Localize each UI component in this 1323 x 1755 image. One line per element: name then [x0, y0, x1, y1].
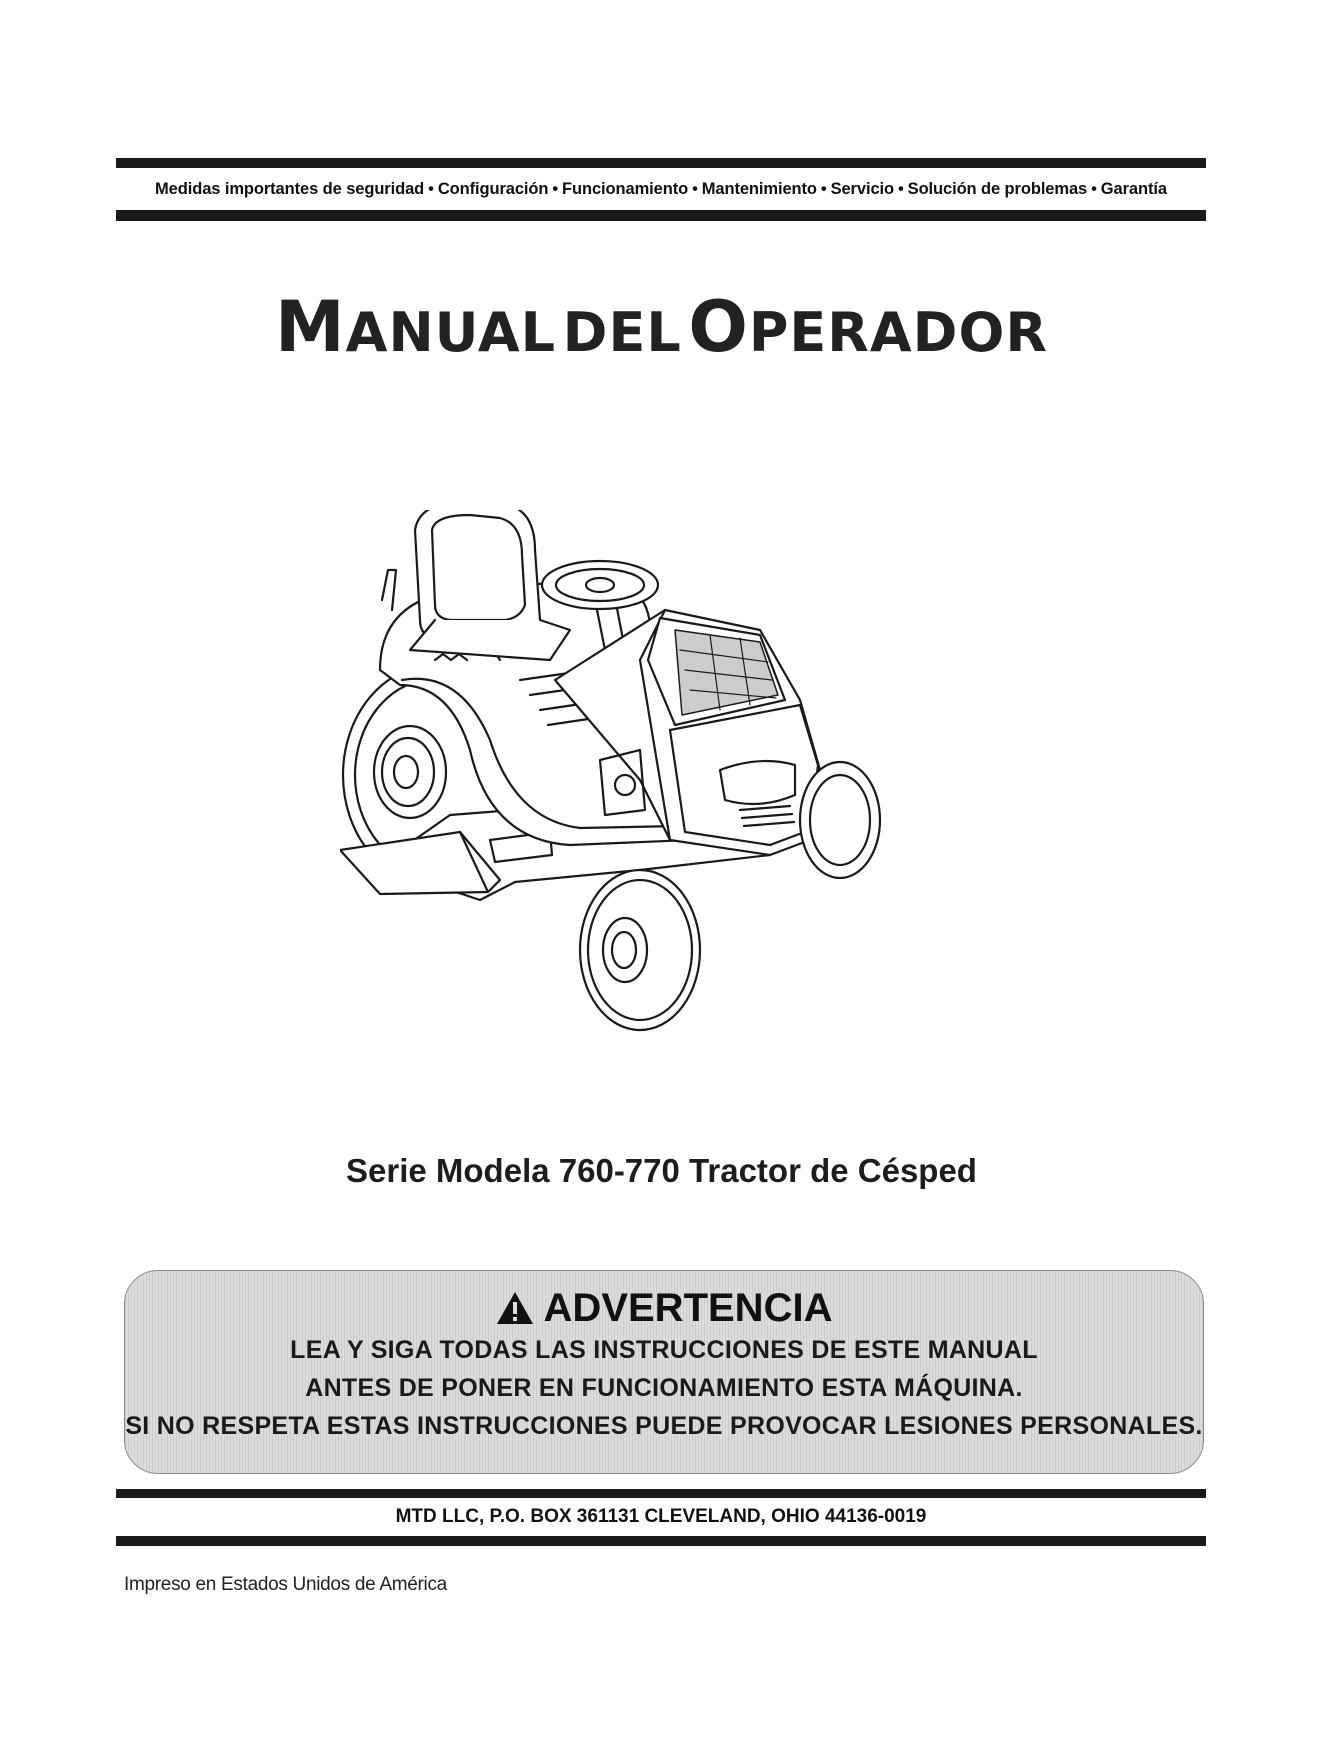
warning-triangle-icon — [496, 1291, 534, 1325]
topic: Mantenimiento — [701, 180, 817, 198]
printed-in: Impreso en Estados Unidos de América — [124, 1574, 447, 1595]
topic: Servicio — [830, 180, 894, 198]
title-word: PERADOR — [748, 301, 1048, 364]
warning-line: SI NO RESPETA ESTAS INSTRUCCIONES PUEDE PROVOCAR LESIONES PERSONALES. — [125, 1412, 1203, 1440]
topics-bar — [116, 174, 1206, 204]
topic: Medidas importantes de seguridad — [155, 180, 425, 198]
separator: • — [820, 180, 827, 198]
separator: • — [1091, 180, 1097, 198]
topic: Garantía — [1100, 180, 1167, 198]
topic: Solución de problemas — [907, 180, 1088, 198]
page-title — [0, 286, 1323, 368]
warning-heading-text: ADVERTENCIA — [543, 1286, 833, 1330]
warning-line: ANTES DE PONER EN FUNCIONAMIENTO ESTA MÁQUINA. — [305, 1374, 1023, 1402]
title-word: DEL — [562, 301, 682, 364]
top-rule-lower — [116, 210, 1206, 221]
separator: • — [897, 180, 904, 198]
company-address: MTD LLC, P.O. BOX 361131 CLEVELAND, OHIO 44136-0019 — [395, 1506, 927, 1527]
warning-box — [124, 1270, 1204, 1474]
separator: • — [428, 180, 434, 198]
topic: Funcionamiento — [562, 180, 689, 198]
warning-heading — [125, 1285, 1203, 1331]
title-initial: M — [275, 286, 346, 368]
bottom-rule-upper — [116, 1489, 1206, 1498]
warning-line: LEA Y SIGA TODAS LAS INSTRUCCIONES DE ESTE MANUAL — [290, 1336, 1038, 1364]
separator: • — [552, 180, 559, 198]
lawn-tractor-illustration — [340, 510, 970, 1100]
title-word: ANUAL — [345, 301, 557, 364]
bottom-rule-lower — [116, 1536, 1206, 1546]
model-series: Serie Modela 760-770 Tractor de Césped — [346, 1152, 977, 1189]
separator: • — [692, 180, 698, 198]
title-initial: O — [688, 286, 749, 368]
topic: Configuración — [437, 180, 549, 198]
top-rule-upper — [116, 158, 1206, 168]
